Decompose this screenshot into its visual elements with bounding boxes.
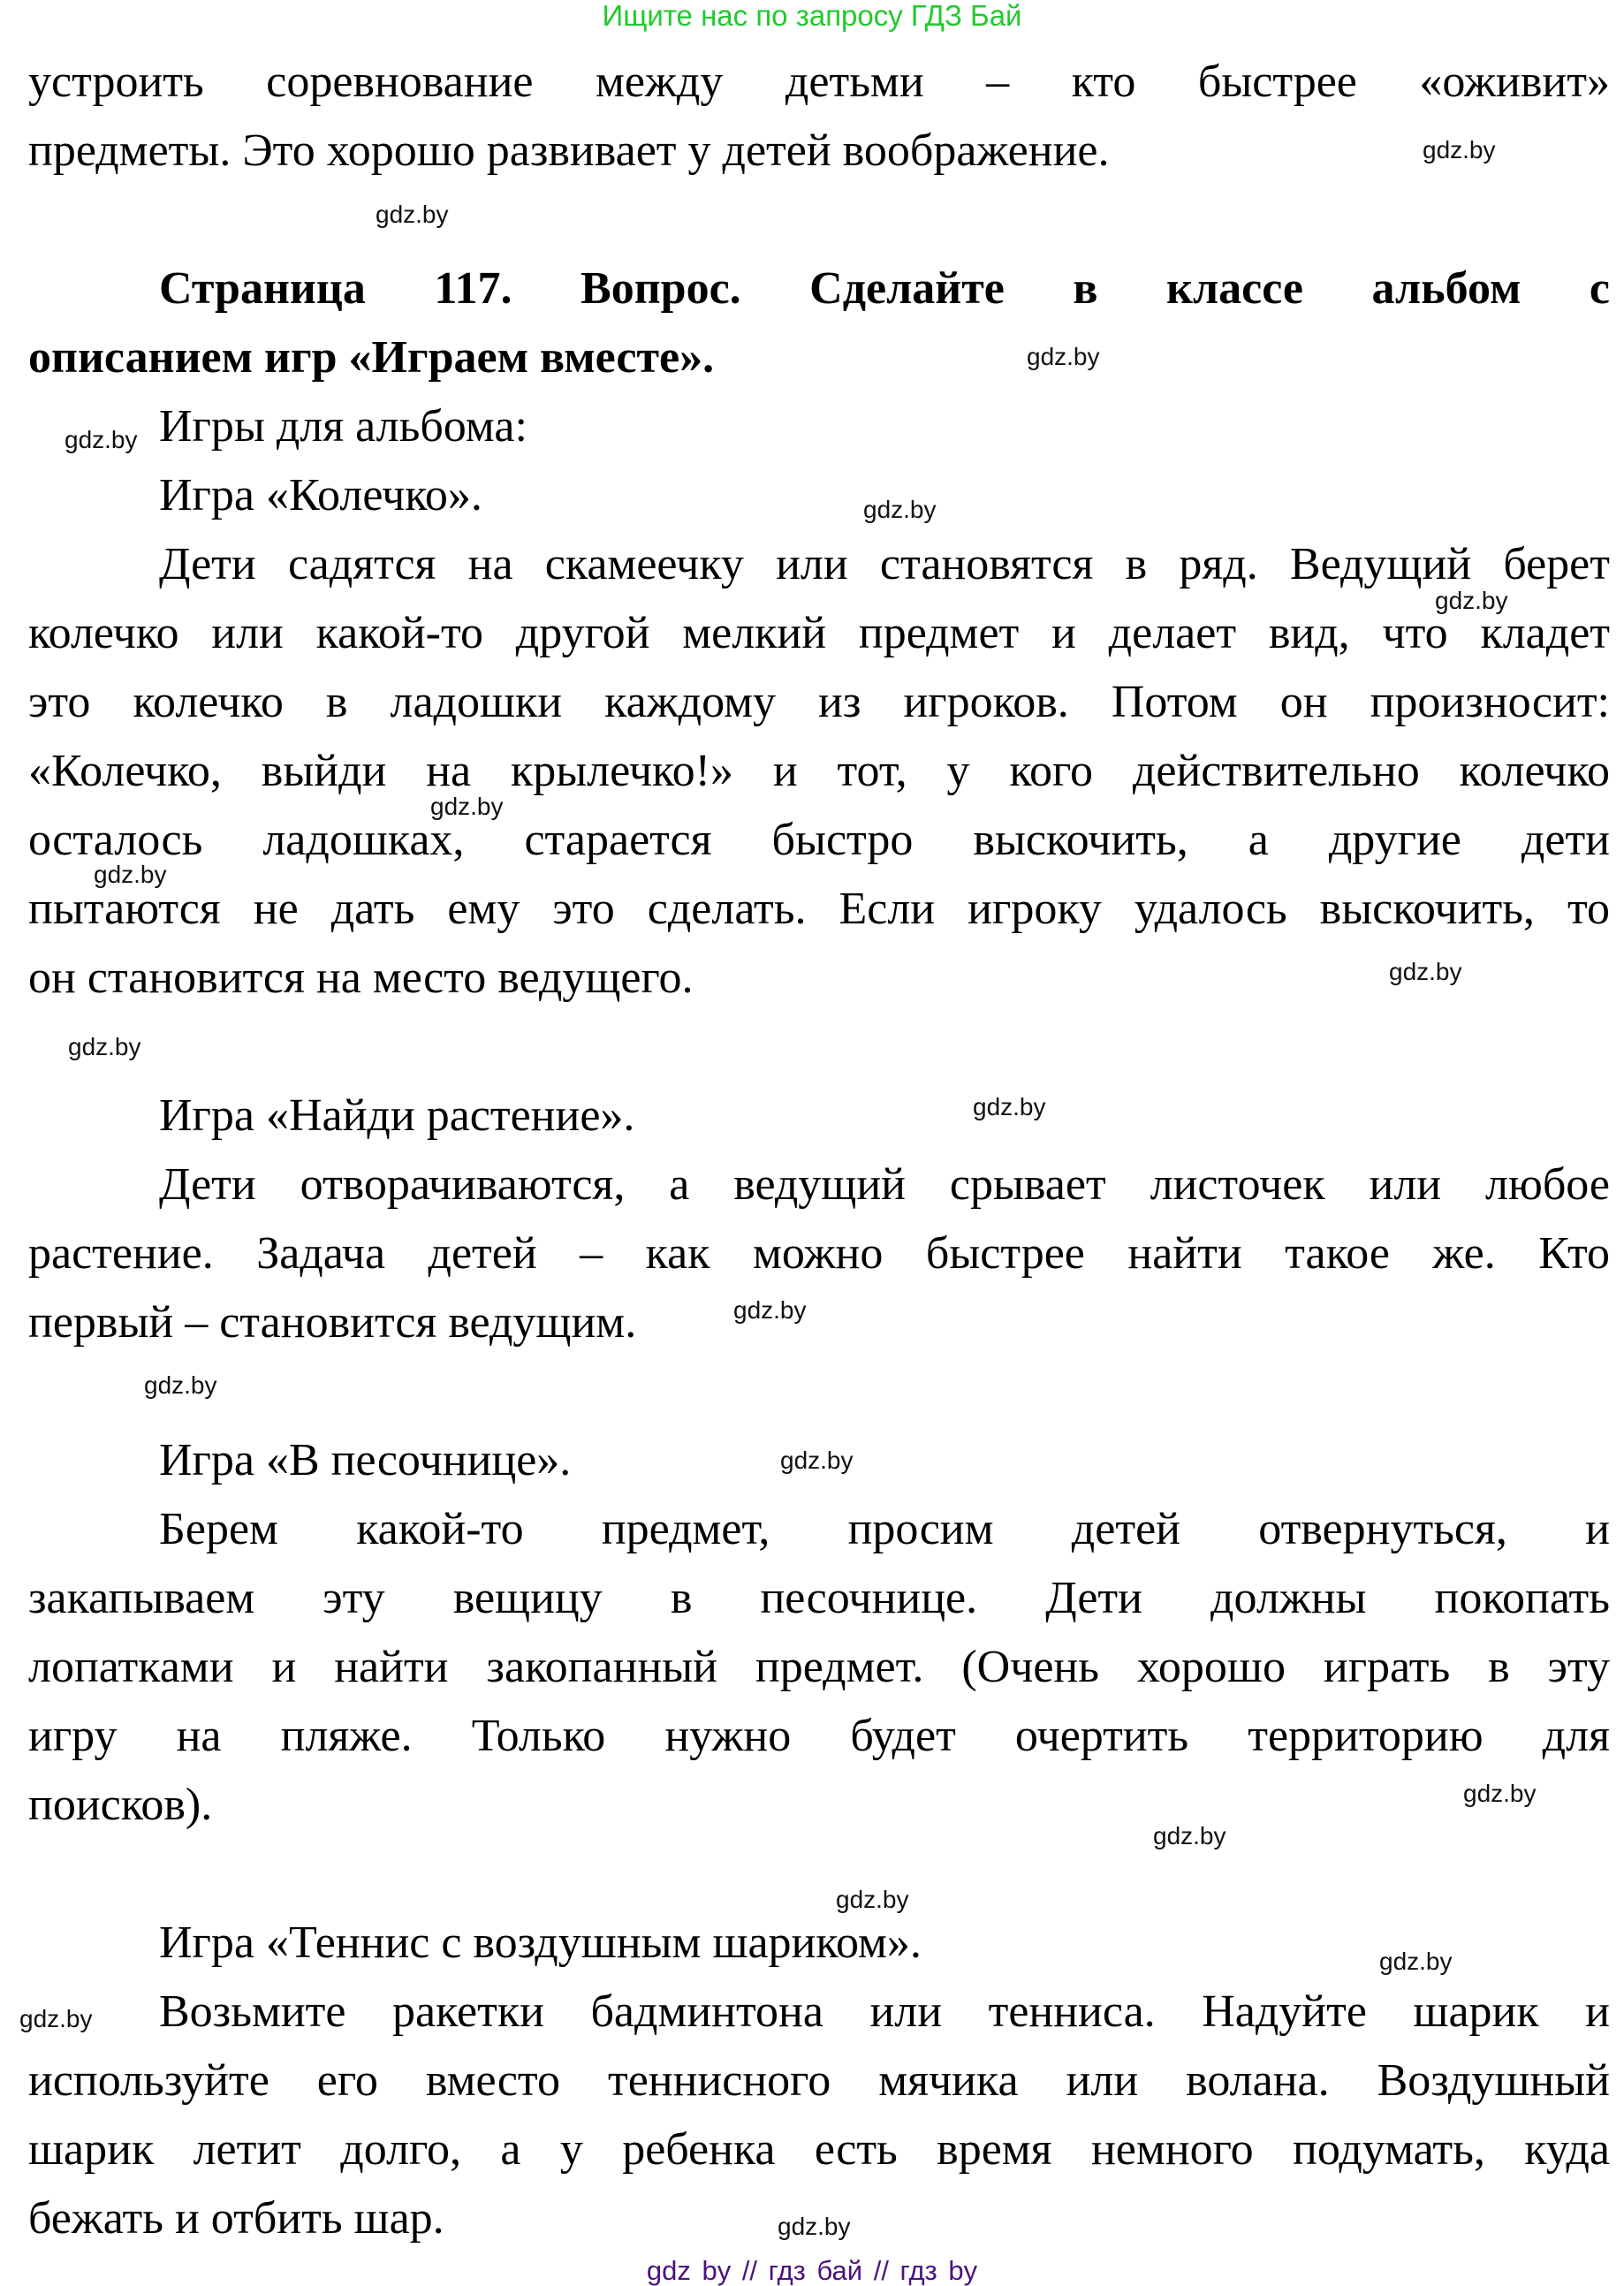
watermark: gdz.by [1379,1948,1453,1975]
text-line: Дети садятся на скамеечку или становятся в ряд. Ведущий берет [159,539,1610,589]
game-title: Игра «Найди растение». [159,1090,635,1141]
game-title: Игра «Теннис с воздушным шариком». [159,1918,922,1968]
footer-links: gdz by // гдз бай // гдз by [646,2255,978,2286]
watermark: gdz.by [733,1296,807,1324]
watermark: gdz.by [430,793,504,820]
text-line: первый – становится ведущим. [28,1297,637,1348]
text-line: колечко или какой-то другой мелкий предмет и делает вид, что кладет [28,608,1610,658]
text-line: Берем какой-то предмет, просим детей отвернуться, и [159,1504,1610,1554]
watermark: gdz.by [1389,958,1462,985]
text-line: шарик летит долго, а у ребенка есть время немного подумать, куда [28,2124,1610,2175]
answer-intro: Игры для альбома: [159,401,527,452]
text-line: Дети отворачиваются, а ведущий срывает листочек или любое [159,1159,1610,1210]
watermark: gdz.by [778,2213,851,2240]
watermark: gdz.by [65,426,138,453]
top-banner: Ищите нас по запросу ГДЗ Бай [602,0,1022,32]
text-line: предметы. Это хорошо развивает у детей воображение. [28,125,1110,176]
watermark: gdz.by [836,1886,909,1913]
text-line: «Колечко, выйди на крылечко!» и тот, у кого действительно колечко [28,746,1610,796]
text-line: устроить соревнование между детьми – кто быстрее «оживит» [28,57,1610,107]
watermark: gdz.by [94,861,167,888]
text-line: игру на пляже. Только нужно будет очертить территорию для [28,1711,1610,1761]
text-line: лопатками и найти закопанный предмет. (Очень хорошо играть в эту [28,1642,1610,1692]
watermark: gdz.by [1423,136,1496,163]
text-line: поисков). [28,1780,213,1830]
text-line: Возьмите ракетки бадминтона или тенниса. Надуйте шарик и [159,1986,1610,2037]
text-line: пытаются не дать ему это сделать. Если игроку удалось выскочить, то [28,884,1610,934]
game-title: Игра «Колечко». [159,470,482,520]
watermark: gdz.by [780,1447,854,1474]
watermark: gdz.by [1435,587,1508,614]
watermark: gdz.by [973,1093,1046,1120]
text-line: закапываем эту вещицу в песочнице. Дети должны покопать [28,1573,1610,1623]
question-heading: Страница 117. Вопрос. Сделайте в классе альбом с [159,263,1610,314]
text-line: он становится на место ведущего. [28,953,694,1003]
watermark: gdz.by [68,1033,141,1060]
question-heading: описанием игр «Играем вместе». [28,332,715,383]
game-title: Игра «В песочнице». [159,1435,572,1485]
watermark: gdz.by [1463,1780,1537,1807]
watermark: gdz.by [1027,343,1100,370]
text-line: бежать и отбить шар. [28,2193,444,2244]
text-line: осталось ладошках, старается быстро выскочить, а другие дети [28,815,1610,865]
watermark: gdz.by [1153,1822,1226,1849]
text-line: используйте его вместо теннисного мячика или волана. Воздушный [28,2055,1610,2106]
watermark: gdz.by [144,1371,217,1399]
text-line: растение. Задача детей – как можно быстрее найти такое же. Кто [28,1228,1610,1279]
text-line: это колечко в ладошки каждому из игроков. Потом он произносит: [28,677,1610,727]
watermark: gdz.by [863,496,937,523]
watermark: gdz.by [19,2005,93,2032]
watermark: gdz.by [376,201,449,228]
